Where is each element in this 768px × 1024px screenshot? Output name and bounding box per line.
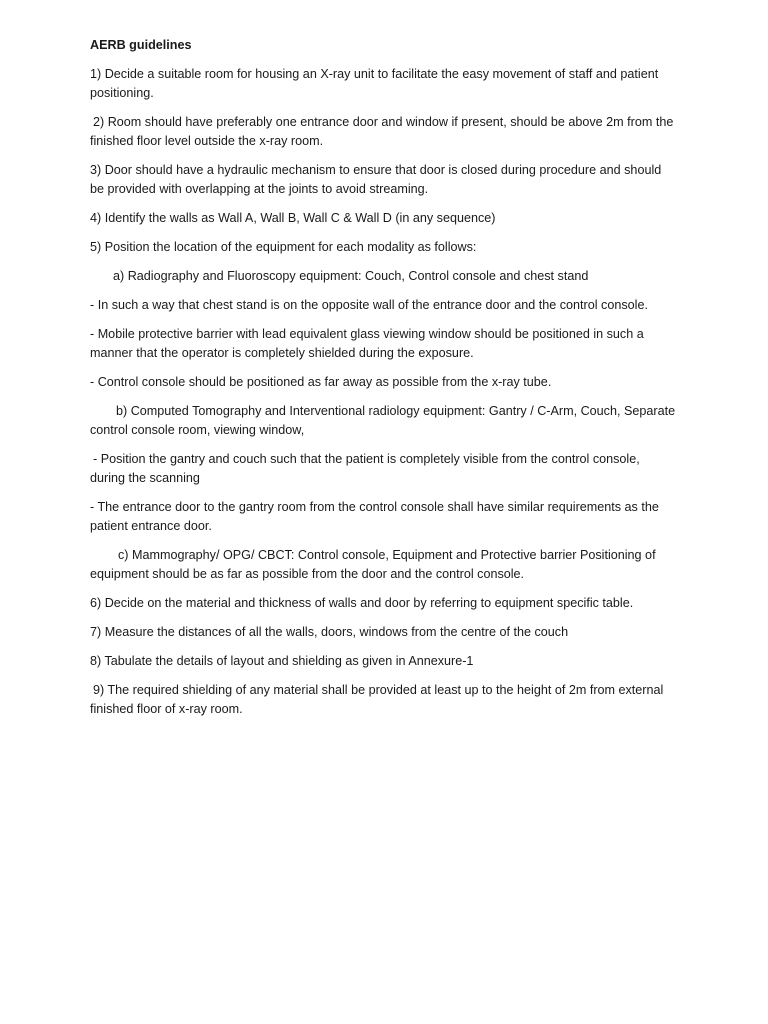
modality-a-point-1: - In such a way that chest stand is on the opposite wall of the entrance door and the control console. — [90, 298, 648, 312]
guideline-6: 6) Decide on the material and thickness of walls and door by referring to equipment specific table. — [90, 596, 634, 610]
guideline-9: 9) The required shielding of any material shall be provided at least up to the height of 2m from external finished floor of x-ray room. — [90, 683, 664, 716]
modality-a: a) Radiography and Fluoroscopy equipment: Couch, Control console and chest stand — [113, 269, 589, 283]
guideline-1: 1) Decide a suitable room for housing an X-ray unit to facilitate the easy movement of staff and patient positioning. — [90, 67, 659, 100]
modality-b: b) Computed Tomography and Interventional radiology equipment: Gantry / C-Arm, Couch, Separate control console room, viewing window, — [90, 404, 676, 437]
guideline-5: 5) Position the location of the equipment for each modality as follows: — [90, 240, 477, 254]
modality-a-point-2: - Mobile protective barrier with lead equivalent glass viewing window should be positioned in such a manner that the operator is completely shielded during the exposure. — [90, 327, 644, 360]
guideline-2: 2) Room should have preferably one entrance door and window if present, should be above 2m from the finished floor level outside the x-ray room. — [90, 115, 674, 148]
guideline-7: 7) Measure the distances of all the walls, doors, windows from the centre of the couch — [90, 625, 569, 639]
modality-b-point-2: - The entrance door to the gantry room from the control console shall have similar requirements as the patient entrance door. — [90, 500, 659, 533]
modality-c: c) Mammography/ OPG/ CBCT: Control console, Equipment and Protective barrier Positioning of equipment should be as far as possible from the door and the control console. — [90, 548, 656, 581]
modality-a-point-3: - Control console should be positioned as far away as possible from the x-ray tube. — [90, 375, 552, 389]
guideline-3: 3) Door should have a hydraulic mechanism to ensure that door is closed during procedure and should be provided with overlapping at the joints to avoid streaming. — [90, 163, 662, 196]
document-title: AERB guidelines — [90, 38, 192, 52]
guideline-8: 8) Tabulate the details of layout and shielding as given in Annexure-1 — [90, 654, 474, 668]
guideline-4: 4) Identify the walls as Wall A, Wall B, Wall C & Wall D (in any sequence) — [90, 211, 496, 225]
modality-b-point-1: - Position the gantry and couch such that the patient is completely visible from the control console, during the scanning — [90, 452, 640, 485]
